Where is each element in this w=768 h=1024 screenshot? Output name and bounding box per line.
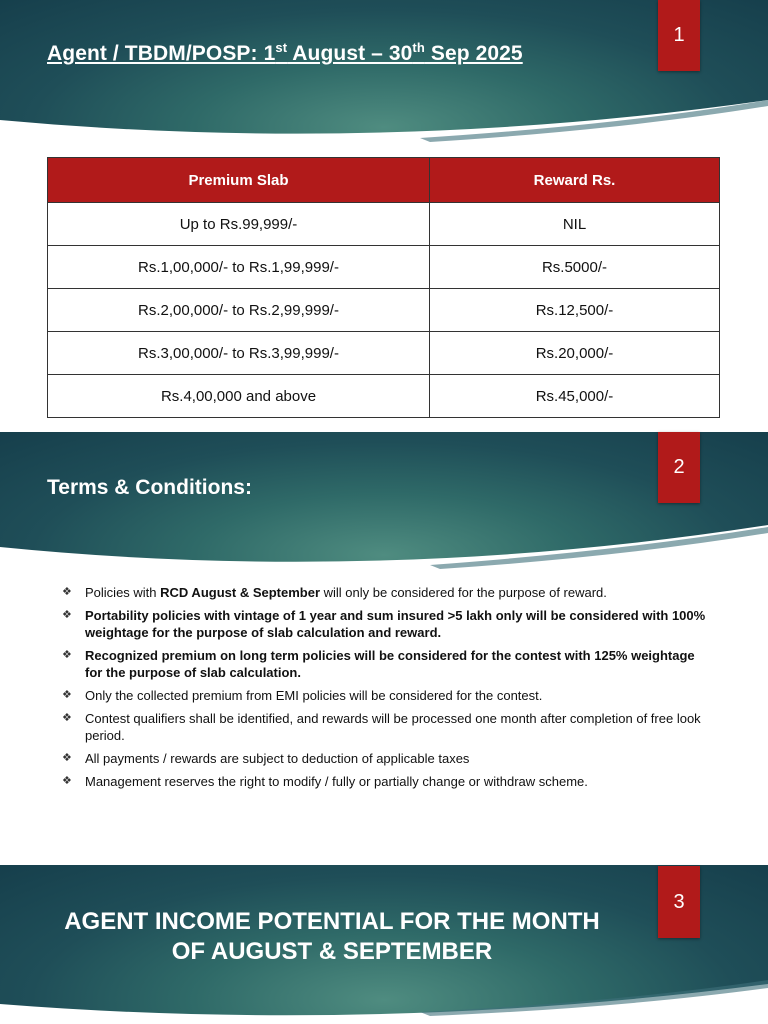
list-item: ❖ All payments / rewards are subject to deduction of applicable taxes: [62, 751, 470, 766]
diamond-bullet-icon: ❖: [62, 609, 72, 621]
header-band-2: [0, 432, 768, 577]
list-item: ❖ Contest qualifiers shall be identified, and rewards will be processed one month after completion of free look period.: [62, 711, 701, 743]
list-item: ❖ Recognized premium on long term policies will be considered for the contest with 125% weightage for the purpose of slab calculation.: [62, 648, 695, 680]
slide-number-2: 2: [658, 432, 700, 503]
diamond-bullet-icon: ❖: [62, 689, 72, 701]
slide-number-1: 1: [658, 0, 700, 71]
header-band-1: [0, 0, 768, 150]
band-curve: [0, 525, 768, 577]
table-row: [48, 203, 720, 246]
table-row: [48, 332, 720, 375]
header-premium-slab: Premium Slab: [48, 158, 430, 203]
diamond-bullet-icon: ❖: [62, 586, 72, 598]
list-item: ❖ Management reserves the right to modify / fully or partially change or withdraw scheme.: [62, 774, 588, 789]
diamond-bullet-icon: ❖: [62, 649, 72, 661]
reward-cell: Rs.45,000/-: [430, 375, 720, 418]
list-item: ❖ Portability policies with vintage of 1 year and sum insured >5 lakh only will be considered with 100% weightage for the purpose of slab calculation and reward.: [62, 608, 706, 640]
table-header-row: [48, 158, 720, 203]
income-potential-title: [40, 907, 624, 967]
reward-cell: Rs.12,500/-: [430, 289, 720, 332]
terms-title: Terms & Conditions:: [47, 476, 252, 499]
band-curve: [0, 964, 768, 1024]
diamond-bullet-icon: ❖: [62, 752, 72, 764]
reward-table: [47, 157, 720, 418]
title-line-1: AGENT INCOME POTENTIAL FOR THE MONTH: [64, 908, 600, 935]
slab-cell: Rs.2,00,000/- to Rs.2,99,999/-: [48, 289, 430, 332]
list-item: ❖ Only the collected premium from EMI policies will be considered for the contest.: [62, 688, 543, 703]
reward-cell: Rs.5000/-: [430, 246, 720, 289]
reward-cell: NIL: [430, 203, 720, 246]
title-line-2: OF AUGUST & SEPTEMBER: [171, 938, 493, 965]
list-item: ❖ Policies with RCD August & September will only be considered for the purpose of reward.: [62, 585, 607, 600]
slab-cell: Up to Rs.99,999/-: [48, 203, 430, 246]
diamond-bullet-icon: ❖: [62, 775, 72, 787]
table-row: [48, 375, 720, 418]
table-row: [48, 289, 720, 332]
terms-list: [62, 584, 712, 796]
slide-number-3: 3: [658, 866, 700, 938]
diamond-bullet-icon: ❖: [62, 712, 72, 724]
slab-cell: Rs.3,00,000/- to Rs.3,99,999/-: [48, 332, 430, 375]
reward-cell: Rs.20,000/-: [430, 332, 720, 375]
header-reward: Reward Rs.: [430, 158, 720, 203]
slab-cell: Rs.4,00,000 and above: [48, 375, 430, 418]
table-row: [48, 246, 720, 289]
page-title: Agent / TBDM/POSP: 1st August – 30th Sep 2025: [47, 40, 523, 65]
band-curve: [0, 100, 768, 150]
slab-cell: Rs.1,00,000/- to Rs.1,99,999/-: [48, 246, 430, 289]
